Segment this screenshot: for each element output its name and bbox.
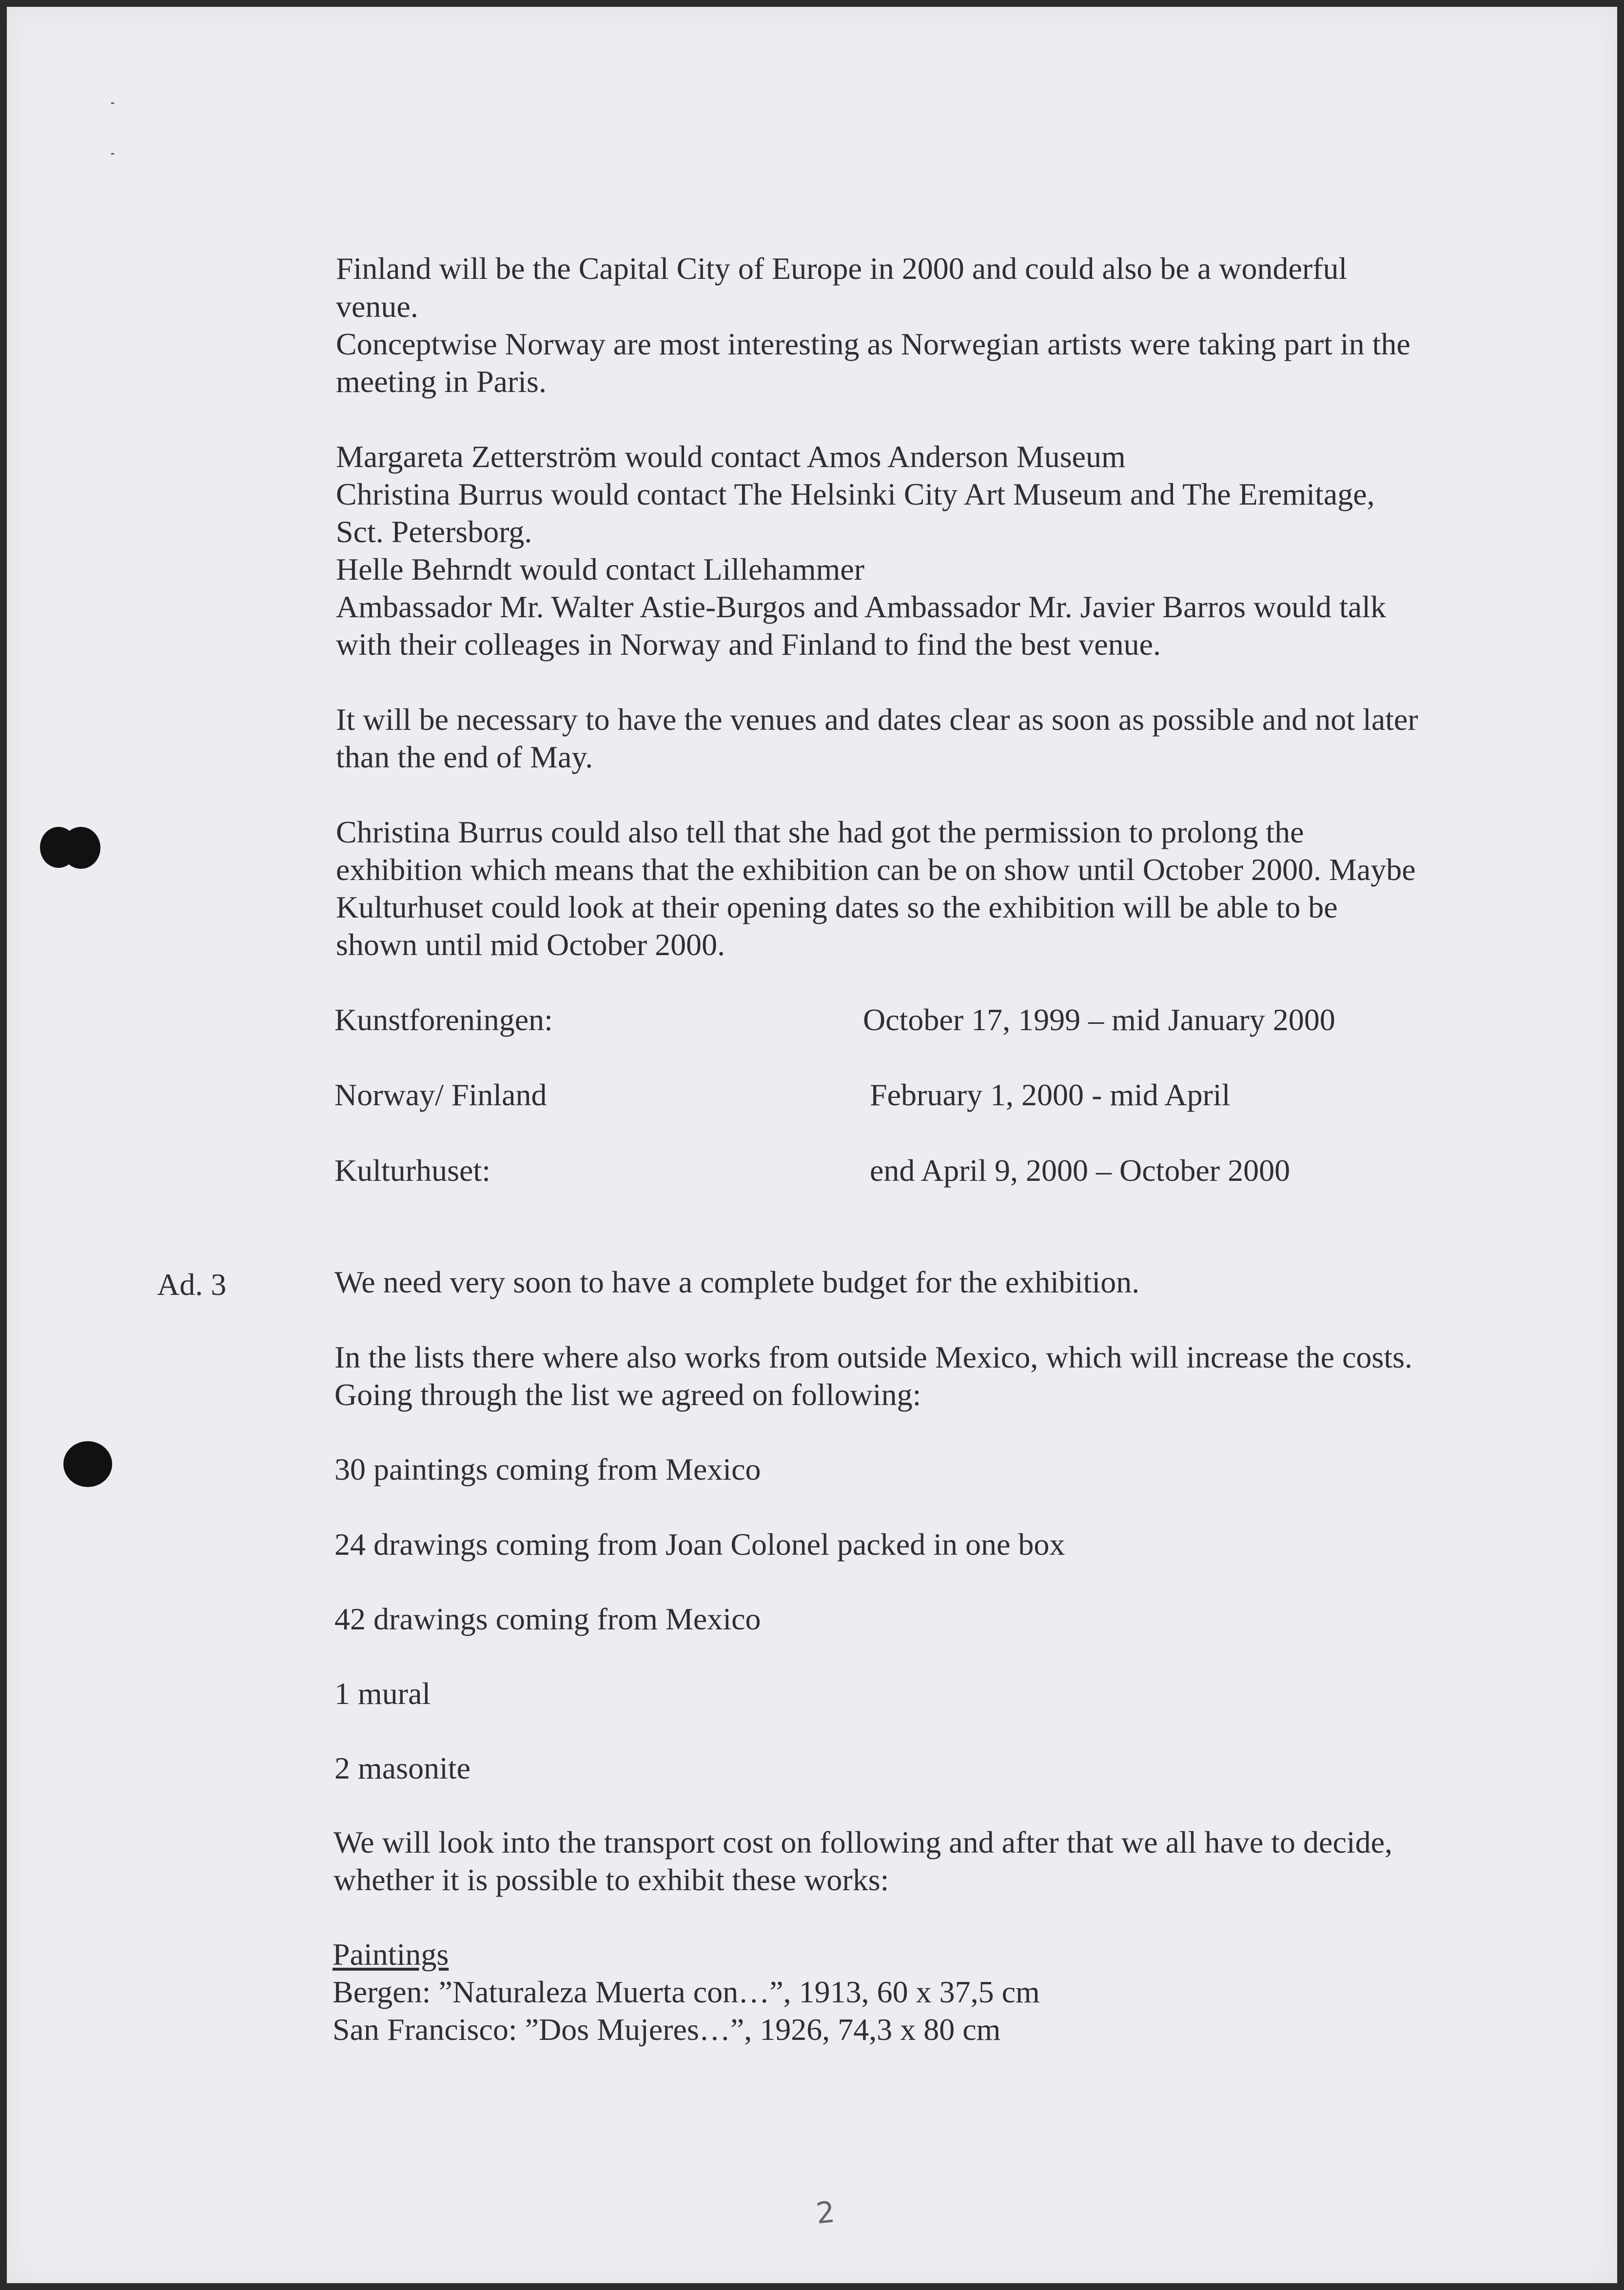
paragraph-line: meeting in Paris. <box>336 364 547 399</box>
schedule-dates: end April 9, 2000 – October 2000 <box>870 1153 1291 1188</box>
punch-hole <box>63 1441 112 1487</box>
schedule-dates: October 17, 1999 – mid January 2000 <box>863 1002 1335 1037</box>
list-item: 1 mural <box>334 1676 431 1711</box>
budget-intro: We need very soon to have a complete budget for the exhibition. <box>334 1265 1140 1299</box>
punch-hole <box>61 827 100 869</box>
paragraph-line: shown until mid October 2000. <box>336 927 725 962</box>
section-label: Ad. 3 <box>157 1267 227 1302</box>
schedule-venue: Kulturhuset: <box>334 1153 490 1188</box>
paragraph-line: Finland will be the Capital City of Europe in 2000 and could also be a wonderful <box>336 251 1348 286</box>
paragraph-line: We will look into the transport cost on following and after that we all have to decide, <box>333 1825 1393 1859</box>
list-item: 30 paintings coming from Mexico <box>334 1452 761 1487</box>
paragraph-line: Christina Burrus could also tell that she had got the permission to prolong the <box>336 815 1304 849</box>
paragraph-line: Conceptwise Norway are most interesting as Norwegian artists were taking part in the <box>336 327 1410 361</box>
paragraph-line: Ambassador Mr. Walter Astie-Burgos and Ambassador Mr. Javier Barros would talk <box>336 589 1386 624</box>
paragraph-line: venue. <box>336 289 418 324</box>
paragraph-line: with their colleages in Norway and Finland to find the best venue. <box>336 627 1161 662</box>
painting-item: San Francisco: ”Dos Mujeres…”, 1926, 74,3 x 80 cm <box>333 2012 1001 2047</box>
schedule-dates: February 1, 2000 - mid April <box>870 1077 1231 1112</box>
schedule-venue: Norway/ Finland <box>334 1077 547 1112</box>
scan-mark <box>111 102 114 104</box>
paragraph-line: Margareta Zetterström would contact Amos Anderson Museum <box>336 439 1126 474</box>
paragraph-line: In the lists there where also works from outside Mexico, which will increase the costs. <box>334 1340 1412 1374</box>
paragraph-line: whether it is possible to exhibit these works: <box>333 1862 889 1897</box>
list-item: 42 drawings coming from Mexico <box>334 1602 761 1636</box>
paragraph-line: than the end of May. <box>336 740 593 774</box>
scan-mark <box>111 153 114 155</box>
schedule-venue: Kunstforeningen: <box>334 1002 553 1037</box>
paintings-heading: Paintings <box>333 1937 449 1972</box>
paragraph-line: Going through the list we agreed on following: <box>334 1377 921 1412</box>
page-number: 2 <box>814 2195 837 2231</box>
paragraph-line: Sct. Petersborg. <box>336 514 532 549</box>
paragraph-line: Christina Burrus would contact The Helsinki City Art Museum and The Eremitage, <box>336 477 1375 511</box>
paragraph-line: It will be necessary to have the venues and dates clear as soon as possible and not later <box>336 702 1418 737</box>
paragraph-line: exhibition which means that the exhibition can be on show until October 2000. Maybe <box>336 852 1416 887</box>
document-page <box>7 7 1617 2283</box>
list-item: 2 masonite <box>334 1751 471 1785</box>
list-item: 24 drawings coming from Joan Colonel packed in one box <box>334 1527 1065 1562</box>
paragraph-line: Kulturhuset could look at their opening dates so the exhibition will be able to be <box>336 890 1338 924</box>
paragraph-line: Helle Behrndt would contact Lillehammer <box>336 552 865 587</box>
painting-item: Bergen: ”Naturaleza Muerta con…”, 1913, 60 x 37,5 cm <box>333 1975 1040 2009</box>
